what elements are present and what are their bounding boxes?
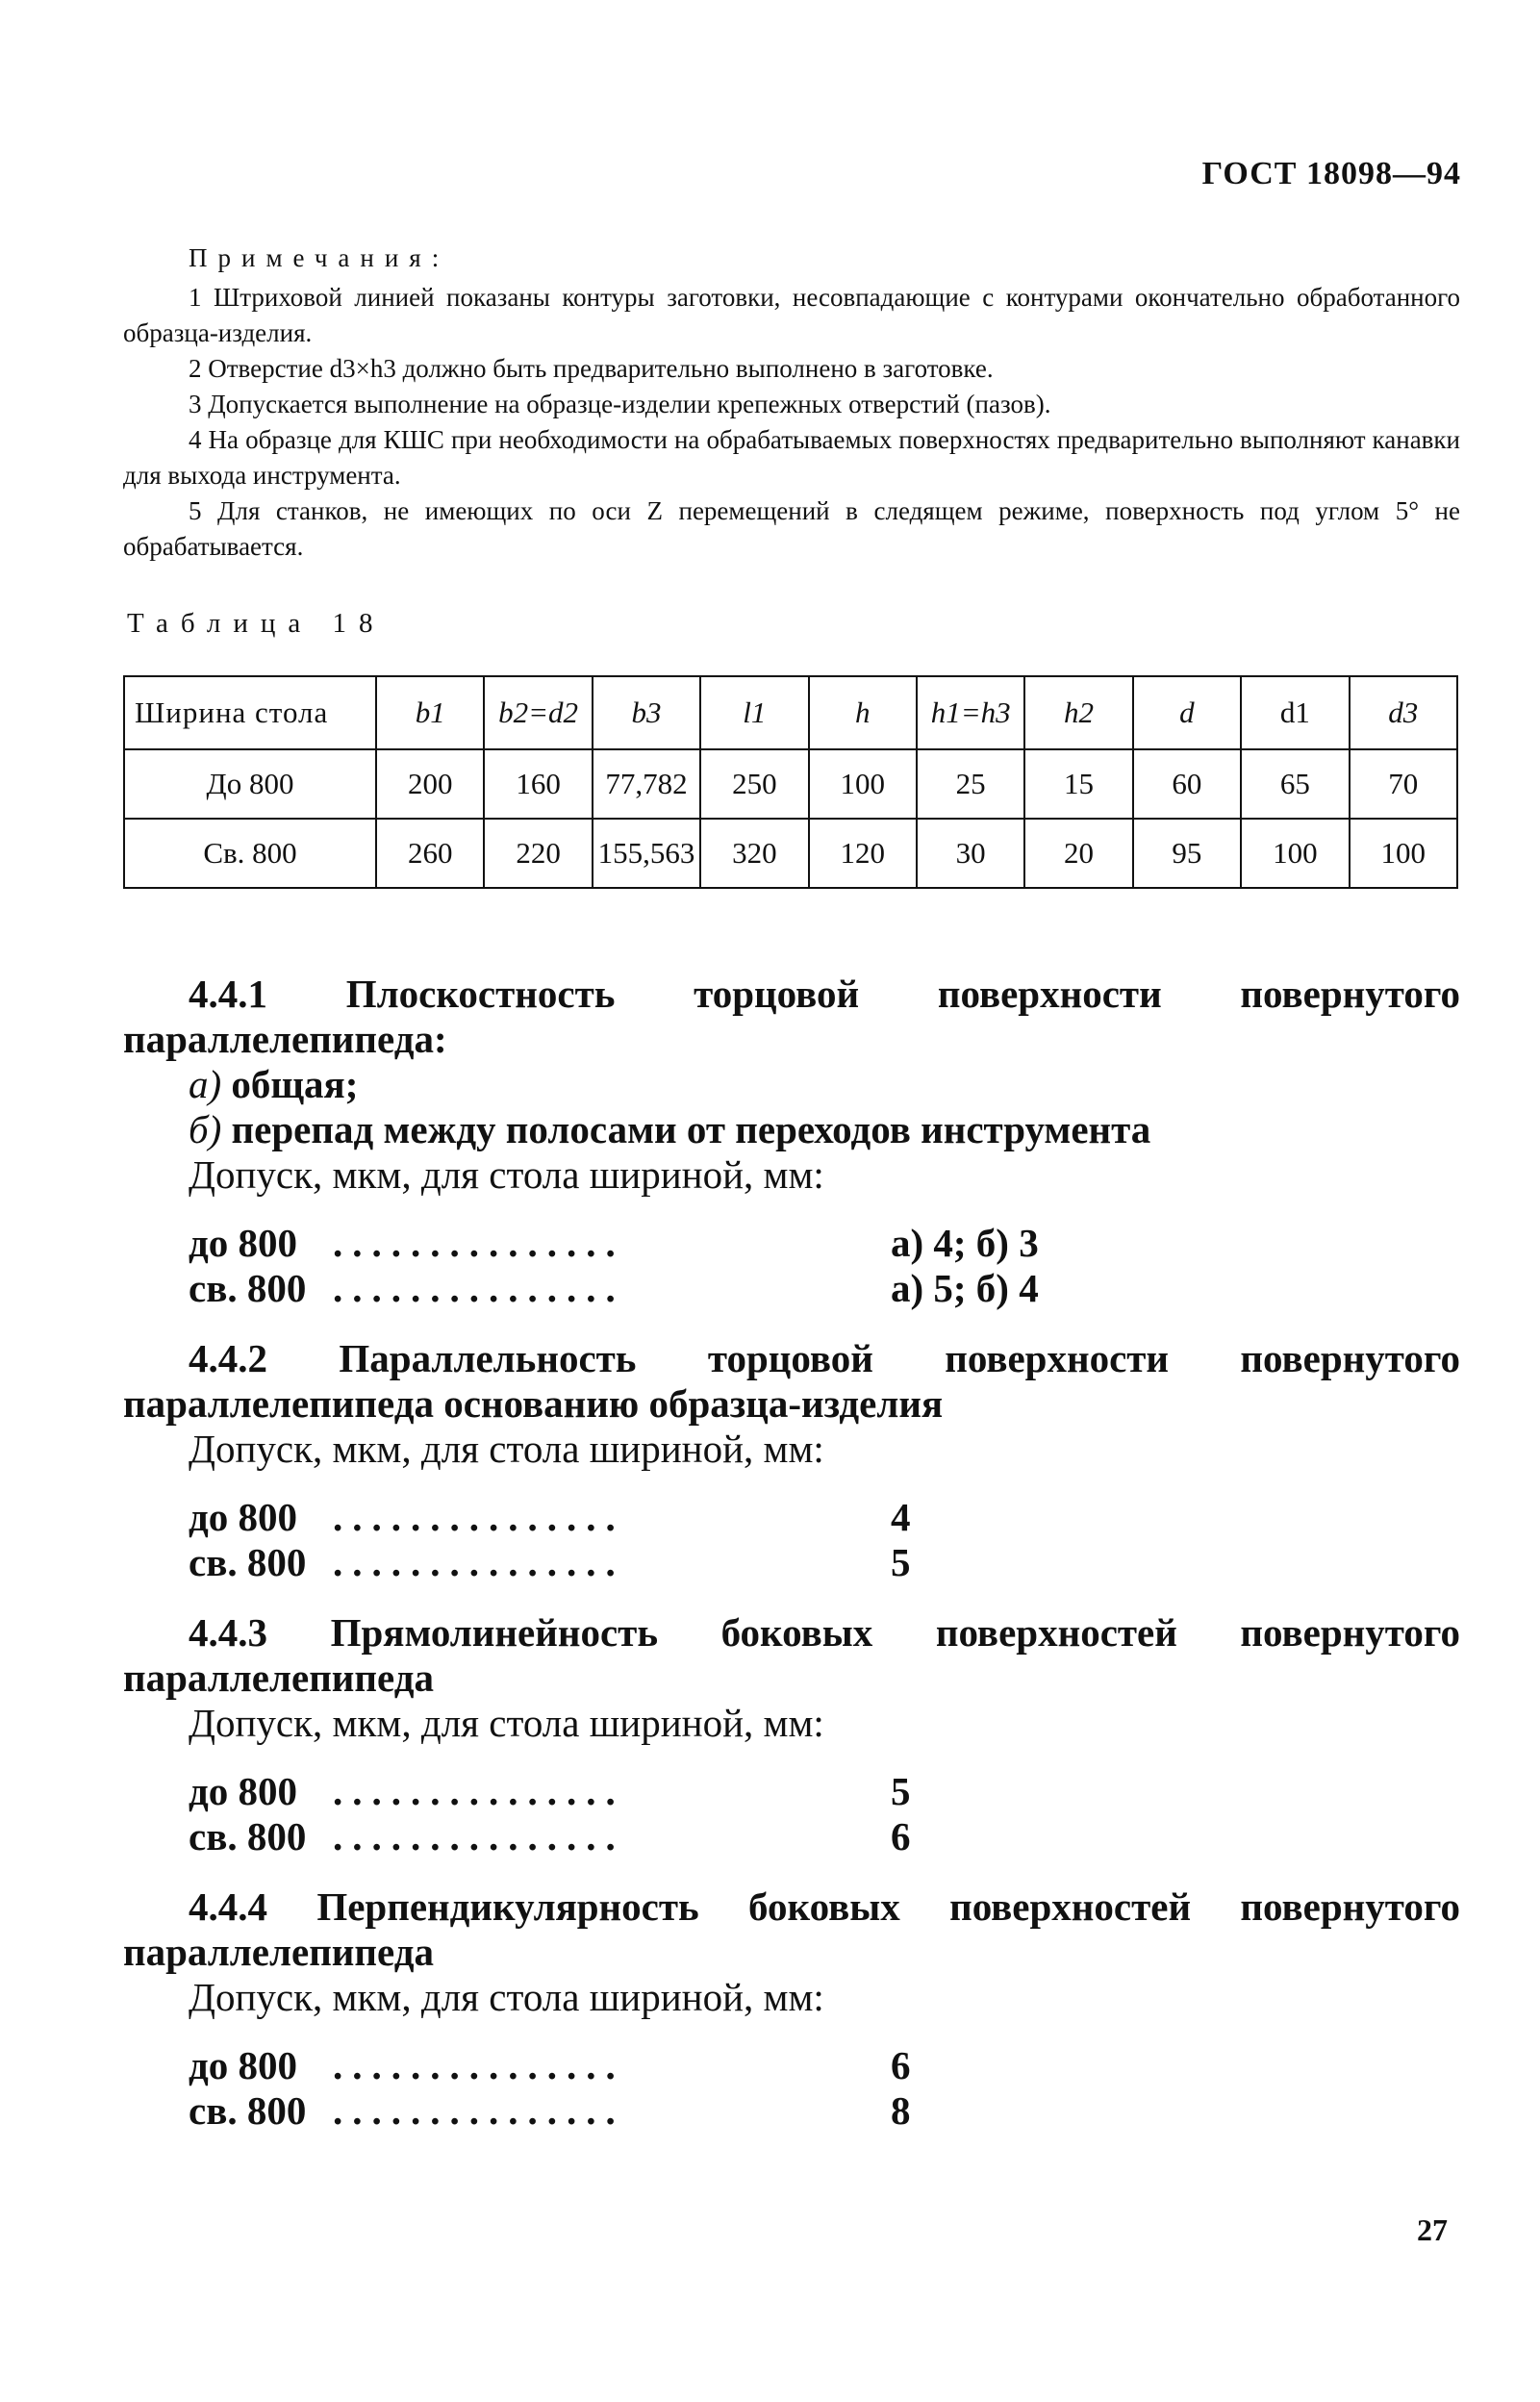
row-value: а) 5; б) 4 (891, 1266, 1039, 1310)
column-header: h2 (1024, 676, 1132, 749)
table-cell: 15 (1024, 749, 1132, 819)
table-cell: 20 (1024, 819, 1132, 888)
standard-header: ГОСТ 18098—94 (1201, 156, 1461, 191)
table-cell: До 800 (124, 749, 376, 819)
leader-dots: ............... (333, 2088, 625, 2133)
sub-item-text: перепад между полосами от переходов инструмента (231, 1107, 1151, 1151)
note-item: 4 На образце для КШС при необходимости на обрабатываемых поверхностях предварительно выполняют канавки для выхода инструмента. (123, 425, 1460, 490)
table-cell: 160 (484, 749, 592, 819)
sub-item (189, 1062, 1460, 1107)
section-title: 4.4.1 Плоскостность торцовой поверхности повернутого параллелепипеда: (123, 972, 1460, 1061)
tolerance-label: Допуск, мкм, для стола шириной, мм: (189, 1427, 824, 1471)
notes-title: Примечания: (189, 243, 450, 272)
column-header: l1 (700, 676, 808, 749)
column-header: b3 (593, 676, 700, 749)
row-value: 6 (891, 2043, 911, 2087)
table-cell: 320 (700, 819, 808, 888)
table-cell: 77,782 (593, 749, 700, 819)
row-label: св. 800 (189, 1814, 307, 1858)
row-label: св. 800 (189, 2088, 307, 2133)
dimensions-table (123, 675, 1458, 889)
row-label: св. 800 (189, 1540, 307, 1584)
section-title: 4.4.4 Перпендикулярность боковых поверхностей повернутого параллелепипеда (123, 1884, 1460, 1974)
column-header: Ширина стола (124, 676, 376, 749)
sub-item-letter: б) (189, 1107, 222, 1151)
sub-item-letter: а) (189, 1062, 222, 1106)
section-title: 4.4.3 Прямолинейность боковых поверхностей повернутого параллелепипеда (123, 1610, 1460, 1700)
leader-dots: ............... (333, 2043, 625, 2087)
table-cell: 70 (1350, 749, 1457, 819)
row-label: до 800 (189, 1221, 297, 1265)
table-cell: 100 (809, 749, 917, 819)
column-header: h1=h3 (917, 676, 1024, 749)
section-title: 4.4.2 Параллельность торцовой поверхности повернутого параллелепипеда основанию образца-изделия (123, 1336, 1460, 1426)
requirements-body (123, 972, 1460, 2159)
tolerance-row (189, 1221, 1460, 1266)
table-cell: 200 (376, 749, 484, 819)
table-cell: Св. 800 (124, 819, 376, 888)
section-4-4-2 (123, 1336, 1460, 1585)
row-value: 8 (891, 2088, 911, 2133)
table-cell: 60 (1133, 749, 1241, 819)
sub-item (189, 1107, 1460, 1152)
tolerance-label: Допуск, мкм, для стола шириной, мм: (189, 1701, 824, 1745)
section-4-4-4 (123, 1884, 1460, 2134)
section-4-4-3 (123, 1610, 1460, 1859)
tolerance-label: Допуск, мкм, для стола шириной, мм: (189, 1152, 824, 1197)
table-cell: 30 (917, 819, 1024, 888)
table-cell: 100 (1350, 819, 1457, 888)
leader-dots: ............... (333, 1266, 625, 1310)
column-header: d (1133, 676, 1241, 749)
column-header: d1 (1241, 676, 1349, 749)
leader-dots: ............... (333, 1540, 625, 1584)
notes-block (123, 240, 1460, 565)
column-header: b1 (376, 676, 484, 749)
tolerance-row (189, 1814, 1460, 1859)
tolerance-row (189, 1266, 1460, 1311)
section-4-4-1 (123, 972, 1460, 1311)
column-header: b2=d2 (484, 676, 592, 749)
row-value: 6 (891, 1814, 911, 1858)
column-header: h (809, 676, 917, 749)
row-value: 5 (891, 1540, 911, 1584)
tolerance-row (189, 1769, 1460, 1814)
tolerance-row (189, 1495, 1460, 1540)
row-value: а) 4; б) 3 (891, 1221, 1039, 1265)
sub-item-text: общая; (231, 1062, 359, 1106)
row-label: до 800 (189, 2043, 297, 2087)
table-cell: 220 (484, 819, 592, 888)
row-value: 5 (891, 1769, 911, 1813)
table-cell: 65 (1241, 749, 1349, 819)
leader-dots: ............... (333, 1814, 625, 1858)
column-header: d3 (1350, 676, 1457, 749)
table-cell: 155,563 (593, 819, 700, 888)
leader-dots: ............... (333, 1769, 625, 1813)
table-cell: 95 (1133, 819, 1241, 888)
tolerance-label: Допуск, мкм, для стола шириной, мм: (189, 1975, 824, 2019)
row-label: до 800 (189, 1769, 297, 1813)
row-label: св. 800 (189, 1266, 307, 1310)
table-cell: 250 (700, 749, 808, 819)
leader-dots: ............... (333, 1221, 625, 1265)
note-item: 3 Допускается выполнение на образце-изделии крепежных отверстий (пазов). (189, 390, 1051, 418)
table-row (124, 819, 1457, 888)
table-row (124, 749, 1457, 819)
note-item: 1 Штриховой линией показаны контуры заготовки, несовпадающие с контурами окончательно обработанного образца-изделия. (123, 283, 1460, 347)
table-cell: 100 (1241, 819, 1349, 888)
tolerance-row (189, 2043, 1460, 2088)
table-cell: 260 (376, 819, 484, 888)
tolerance-row (189, 1540, 1460, 1585)
leader-dots: ............... (333, 1495, 625, 1539)
page-number: 27 (1417, 2212, 1448, 2247)
row-label: до 800 (189, 1495, 297, 1539)
table-cell: 25 (917, 749, 1024, 819)
row-value: 4 (891, 1495, 911, 1539)
table-cell: 120 (809, 819, 917, 888)
table-caption: Таблица 18 (127, 608, 386, 639)
table-header-row (124, 676, 1457, 749)
tolerance-row (189, 2088, 1460, 2134)
note-item: 2 Отверстие d3×h3 должно быть предварительно выполнено в заготовке. (189, 354, 994, 383)
note-item: 5 Для станков, не имеющих по оси Z перемещений в следящем режиме, поверхность под углом 5° не обрабатывается. (123, 496, 1460, 561)
